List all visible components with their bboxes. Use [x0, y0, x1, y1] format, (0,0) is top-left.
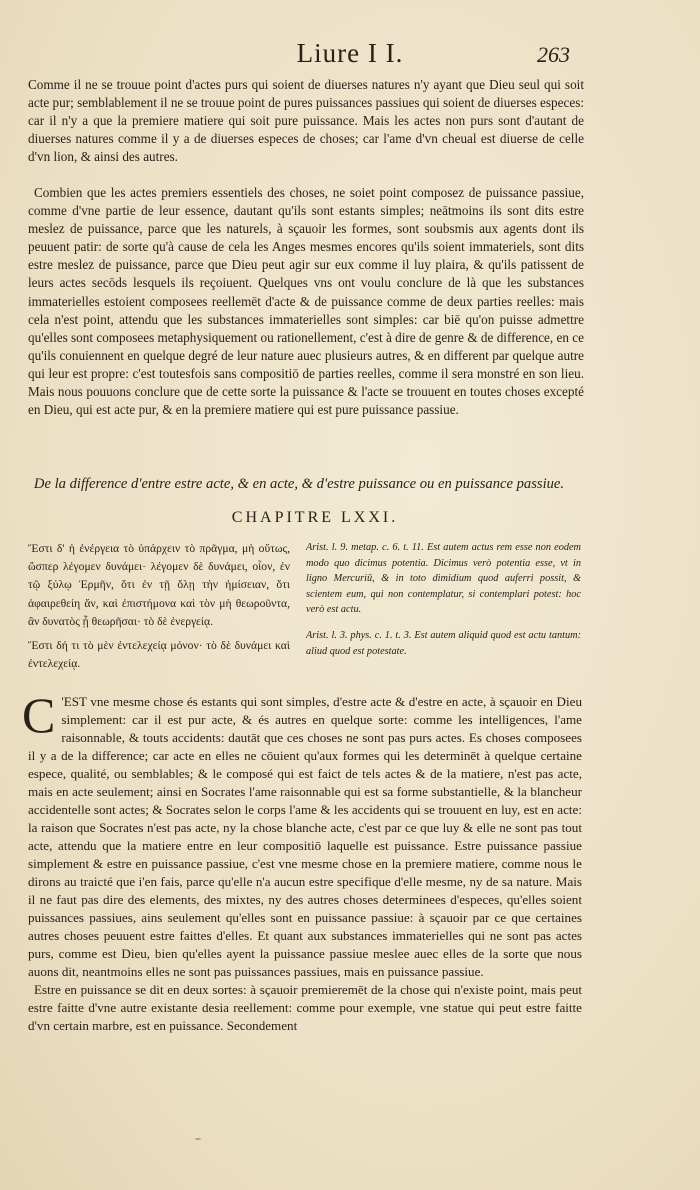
latin-note-2: Arist. l. 3. phys. c. 1. t. 3. Est autem aliquid quod est actu tantum: aliud quod est potestate. — [306, 629, 581, 657]
body-paragraph-2: Estre en puissance se dit en deux sortes: à sçauoir premieremēt de la chose qui n'existe point, mais peut estre faitte d'vne autre existante desia reellement: comme pour exemple, vne statue qui peut estre faitte d'vn certain marbre, est en puissance. Secondement — [28, 982, 582, 1033]
latin-note-1: Arist. l. 9. metap. c. 6. t. 11. Est autem actus rem esse non eodem modo quo dicimus potentia. Dicimus verò potentia esse, vt in ligno Mercuriū, & in toto dimidium quod auferri possit, & scientem eum, qui non contemplatur, si contemplari potest: hoc verò est actu. — [306, 542, 581, 616]
paragraph-2: Combien que les actes premiers essentiels des choses, ne soiet point composez de puissance passiue, comme d'vne partie de leur essence, dautant qu'ils sont estants simples; neātmoins ils sont dits estre meslez de puissance, parce que les naturels, à sçauoir les formes, sont soubsmis aux agents dont ils peuuent patir: de sorte qu'à cause de cela les Anges mesmes encores qu'ils soient immateriels, sont dits estre meslez de puissance, parce que Dieu peut agir sur eux comme il luy plaira, & qu'ils patissent de leurs actes secōds lesquels ils reçoiuent. Quelques vns ont voulu conclure de là que les substances immaterielles estoient composees reellemēt d'acte & de puissance comme de deux parties reelles: mais cela n'est point, attendu que les substances immaterielles sont simples: car biē qu'on puisse admettre qu'elles sont composees metaphysiquement ou rationellement, c'est à dire de genre & de difference, en ce qu'ils conuiennent en quelque degré de leur nature auec plusieurs autres, & en different par quelque autre qui leur est propre: c'est toutesfois sans compositiō de parties reelles, comme il sera monstré en son lieu. Mais nous pouuons conclure que de cette sorte la puissance & l'acte se trouuent en toutes choses excepté en Dieu, qui est acte pur, & en la premiere matiere qui est pure puissance passiue. — [28, 185, 584, 418]
chapter-title: CHAPITRE LXXI. — [231, 509, 399, 526]
chapter-body — [22, 687, 582, 1035]
body-paragraph-1 — [22, 687, 582, 981]
greek-quote-1: Ἔστι δ' ἡ ἐνέργεια τὸ ὑπάρχειν τὸ πρᾶγμα, μὴ οὕτως, ὥσπερ λέγομεν δυνάμει· λέγομεν δὲ δυνάμει, οἷον, ἐν τῷ ξύλῳ Ἑρμῆν, ὅτι ἐν τῇ ὅλῃ τὴν ἡμίσειαν, ὅτι ἀφαιρεθείη ἄν, καὶ ἐπιστήμονα καὶ τὸν μὴ θεωροῦντα, ἂν δυνατὸς ᾖ θεωρῆσαι· τὸ δὲ ἐνεργείᾳ. — [28, 542, 290, 628]
running-title: Liure I I. — [296, 38, 404, 68]
page-header — [0, 38, 700, 74]
greek-quotation — [28, 540, 290, 679]
latin-marginal-notes — [306, 540, 581, 669]
ink-mark — [195, 1138, 201, 1140]
drop-cap: C — [22, 687, 56, 743]
page-number: 263 — [537, 42, 570, 67]
paragraph-1: Comme il ne se trouue point d'actes purs qui soient de diuerses natures n'y ayant que Dieu seul qui soit acte pur; semblablement il ne se trouue point de pures puissances passiues qui soient de diuerses especes: car il n'y a que la premiere matiere qui soit pure puissance. Mais les actes non purs sont d'autant de diuerses natures comme il y a de diuerses especes de choses; car l'ame d'vn cheual est diuerse de celle d'vn lion, & ainsi des autres. — [28, 77, 584, 165]
greek-quote-2: Ἔστι δή τι τὸ μὲν ἐντελεχείᾳ μόνον· τὸ δὲ δυνάμει καὶ ἐντελεχείᾳ. — [28, 639, 290, 671]
section-heading: De la difference d'entre estre acte, & en acte, & d'estre puissance ou en puissance passiue. — [33, 476, 565, 492]
body-paragraph-1-text: 'EST vne mesme chose és estants qui sont simples, d'estre acte & d'estre en acte, à sçauoir en Dieu simplement: car il est pur acte, & és autres en quelque sorte: comme les intelligences, l'ame raisonnable, & touts accidents: dautāt que ces choses ne sont pas purs actes. Es choses composees il y a de la difference; car acte en elles ne cōuient qu'aux formes qui les determinēt à quelque certaine espece, qualité, ou semblables; & le composé qui est faict de tels actes & de la matiere, n'est pas acte, mais en acte seulement; ainsi en Socrates l'ame raisonnable qui est sa forme substantielle, & la blancheur accidentelle sont actes; & Socrates selon le corps l'ame & les accidents qui se trouuent en luy, est en acte: la raison que Socrates n'est pas acte, ny la chose blanche acte, c'est par ce que luy & elle ne sont pas tout acte, attendu que la matiere entre en leur compositiō laquelle est puissance. Estre puissance passiue simplement & estre en puissance passiue, c'est vne mesme chose en la premiere matiere, comme nous le dirons au traicté que i'en fais, parce qu'elle n'a aucun estre specifique d'elle mesme, ny de sa nature. Mais il ne faut pas dire des elements, des mixtes, ny des autres choses determinees d'especes, qu'elles soient puissances passiues, ains seulement qu'elles sont en puissance passiue: à sçauoir par ce que certaines autres choses peuuent estre faittes d'elles. Et quant aux substances immaterielles qui ne sont pas actes purs, comme est Dieu, bien qu'elles ayent la puissance passiue meslee auec elles de la sorte que nous auons dit, neantmoins elles ne sont pas puissances passiues, mais en puissance passiue. — [28, 694, 582, 979]
